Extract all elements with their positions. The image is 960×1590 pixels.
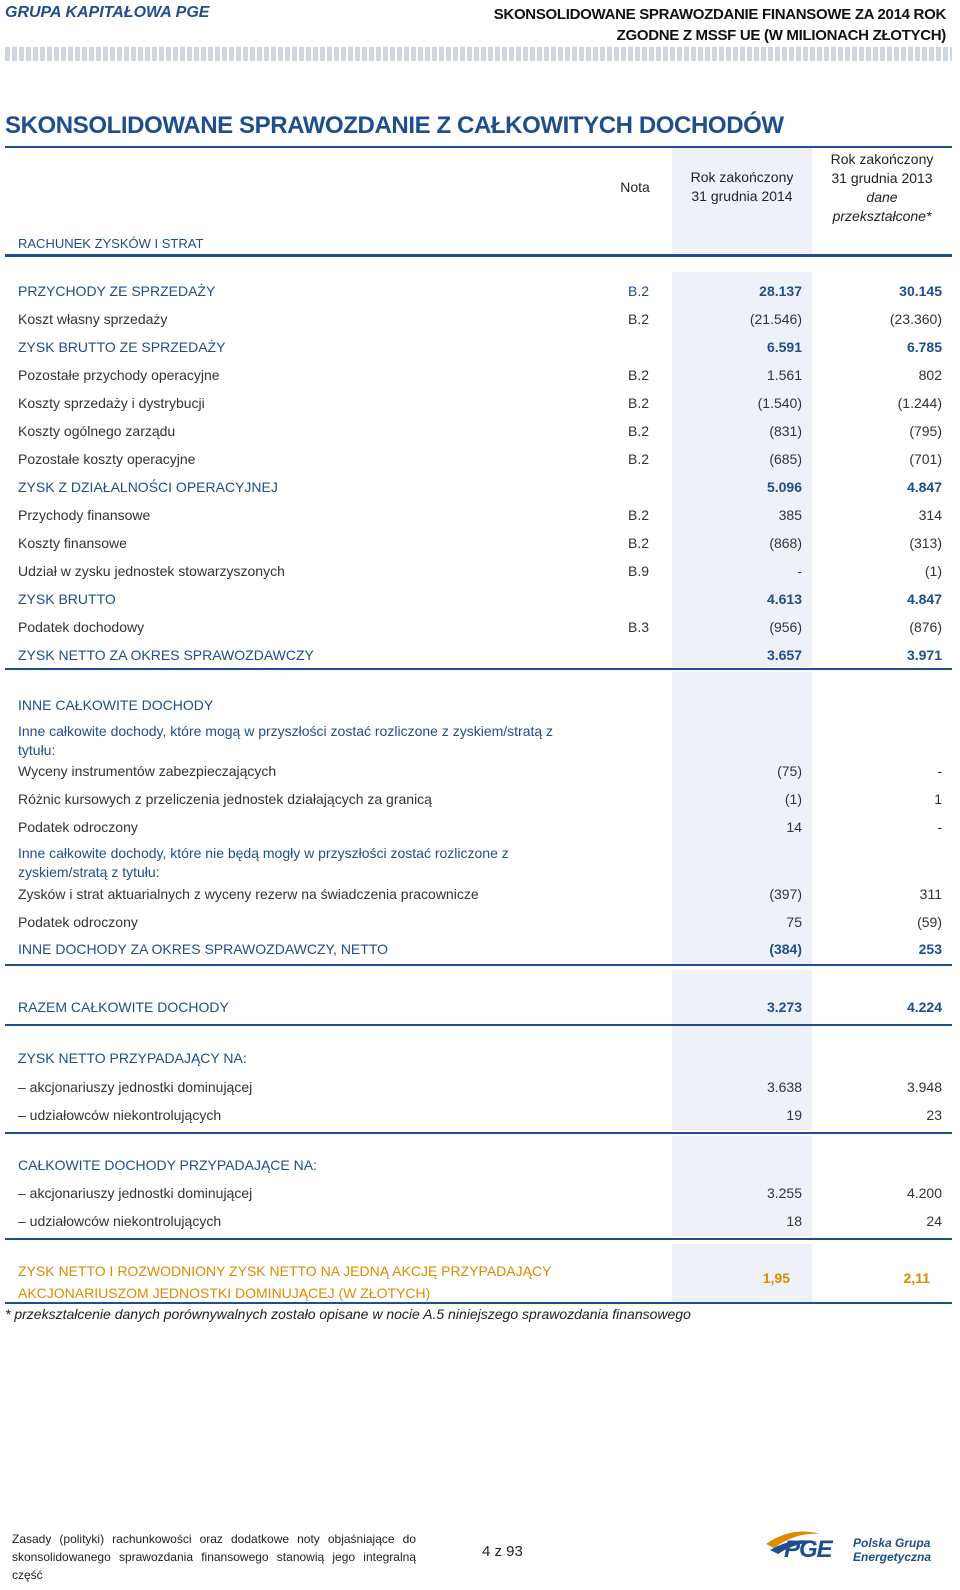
page-title: SKONSOLIDOWANE SPRAWOZDANIE Z CAŁKOWITYCH DOCHODÓW: [5, 112, 784, 139]
income-label: Koszty finansowe: [18, 535, 127, 551]
eps-label-line1: ZYSK NETTO I ROZWODNIONY ZYSK NETTO NA JEDNĄ AKCJĘ PRZYPADAJĄCY: [18, 1263, 552, 1279]
income-value-2013: 4.847: [906, 591, 942, 607]
income-value-2013: (313): [909, 535, 942, 551]
oci-item-value-2014: (397): [769, 886, 802, 902]
eps-label: [18, 1260, 551, 1304]
ci-attr-bottom-rule: [5, 1238, 952, 1240]
pge-logo-wordmark: PGE: [784, 1536, 832, 1563]
income-value-2014: 3.657: [766, 647, 802, 663]
pge-logo-name-line2: Energetyczna: [853, 1550, 932, 1564]
oci-item-row: [18, 816, 952, 840]
page-number: 4 z 93: [482, 1543, 523, 1560]
oci-item-value-2013: -: [937, 763, 942, 779]
net-attr-heading: ZYSK NETTO PRZYPADAJĄCY NA:: [18, 1050, 247, 1066]
income-value-2014: 4.613: [766, 591, 802, 607]
total-income-row: [18, 996, 952, 1020]
ci-attr-item-row: [18, 1210, 952, 1234]
income-nota: B.2: [628, 367, 650, 383]
income-row: [18, 308, 952, 332]
oci-item-row: [18, 883, 952, 907]
income-value-2014: (868): [769, 535, 802, 551]
group-name: GRUPA KAPITAŁOWA PGE: [5, 4, 210, 21]
column-header-2013-line4: przekształcone*: [832, 208, 932, 224]
income-label: Pozostałe koszty operacyjne: [18, 451, 196, 467]
oci-item-label: Różnic kursowych z przeliczenia jednostek działających za granicą: [18, 791, 432, 807]
income-label: ZYSK BRUTTO ZE SPRZEDAŻY: [18, 339, 226, 355]
oci-item-value-2014: (75): [777, 763, 802, 779]
column-header-2014-line1: Rok zakończony: [690, 169, 794, 185]
income-value-2014: (956): [769, 619, 802, 635]
total-income-2013: 4.224: [906, 999, 942, 1015]
column-header-nota: Nota: [620, 179, 650, 195]
income-value-2014: -: [797, 563, 802, 579]
income-value-2013: (23.360): [889, 311, 942, 327]
income-value-2013: 314: [918, 507, 942, 523]
income-label: Pozostałe przychody operacyjne: [18, 367, 220, 383]
income-row: [18, 420, 952, 444]
oci-sub2: Inne całkowite dochody, które nie będą mogły w przyszłości zostać rozliczone z zyskiem/stratą z tytułu:: [18, 845, 509, 880]
income-nota: B.2: [628, 423, 650, 439]
document-header-line2: ZGODNE Z MSSF UE (W MILIONACH ZŁOTYCH): [616, 27, 946, 44]
oci-item-label: Podatek odroczony: [18, 914, 138, 930]
oci-total-row: [18, 938, 952, 962]
income-nota: B.2: [628, 395, 650, 411]
header-rule: [5, 254, 952, 257]
income-value-2013: 3.971: [906, 647, 942, 663]
oci-item-row: [18, 760, 952, 784]
eps-bottom-rule: [5, 1302, 952, 1304]
oci-item-value-2014: (1): [784, 791, 802, 807]
ci-attr-item-value-2013: 24: [926, 1213, 942, 1229]
income-value-2014: (831): [769, 423, 802, 439]
column-header-2014-line2: 31 grudnia 2014: [691, 188, 793, 204]
oci-item-row: [18, 788, 952, 812]
oci-heading: INNE CAŁKOWITE DOCHODY: [18, 697, 214, 713]
income-nota: B.2: [628, 507, 650, 523]
income-value-2013: 6.785: [906, 339, 942, 355]
income-row: [18, 336, 952, 360]
income-value-2014: 385: [778, 507, 802, 523]
income-value-2013: (1): [924, 563, 942, 579]
oci-total-2013: 253: [918, 941, 942, 957]
ci-attr-item-value-2014: 18: [786, 1213, 802, 1229]
ci-attr-item-value-2013: 4.200: [906, 1185, 942, 1201]
income-label: ZYSK BRUTTO: [18, 591, 116, 607]
document-header: [494, 4, 946, 46]
column-header-2013-line2: 31 grudnia 2013: [831, 170, 933, 186]
eps-label-line2: AKCJONARIUSZOM JEDNOSTKI DOMINUJĄCEJ (W ZŁOTYCH): [18, 1285, 431, 1301]
income-value-2013: (876): [909, 619, 942, 635]
net-attr-item-label: – udziałowców niekontrolujących: [18, 1107, 222, 1123]
income-value-2013: (795): [909, 423, 942, 439]
income-nota: B.2: [628, 283, 650, 299]
income-label: Koszty sprzedaży i dystrybucji: [18, 395, 205, 411]
income-row: [18, 280, 952, 304]
income-row: [18, 644, 952, 668]
oci-sub1: Inne całkowite dochody, które mogą w przyszłości zostać rozliczone z zyskiem/stratą z tytułu:: [18, 723, 554, 758]
income-row: [18, 560, 952, 584]
total-income-2014: 3.273: [766, 999, 802, 1015]
net-attr-item-value-2013: 23: [926, 1107, 942, 1123]
total-bottom-rule: [5, 1024, 952, 1026]
pge-logo: [762, 1524, 952, 1572]
oci-bottom-rule: [5, 964, 952, 966]
oci-item-row: [18, 911, 952, 935]
oci-item-label: Wyceny instrumentów zabezpieczających: [18, 763, 277, 779]
ci-attr-item-label: – akcjonariuszy jednostki dominującej: [18, 1185, 253, 1201]
net-attr-item-value-2014: 19: [786, 1107, 802, 1123]
header-hatch-divider: [5, 47, 952, 61]
income-value-2014: 5.096: [766, 479, 802, 495]
oci-total-2014: (384): [769, 941, 802, 957]
income-row: [18, 532, 952, 556]
eps-2013: 2,11: [903, 1270, 930, 1286]
income-label: Udział w zysku jednostek stowarzyszonych: [18, 563, 285, 579]
income-nota: B.2: [628, 451, 650, 467]
income-value-2013: (701): [909, 451, 942, 467]
income-label: Koszty ogólnego zarządu: [18, 423, 176, 439]
column-header-2013-line3: dane: [866, 189, 898, 205]
net-attr-item-label: – akcjonariuszy jednostki dominującej: [18, 1079, 253, 1095]
net-attr-item-value-2013: 3.948: [906, 1079, 942, 1095]
pge-logo-name-line1: Polska Grupa: [853, 1536, 931, 1550]
income-row: [18, 392, 952, 416]
column-header-2013-line1: Rok zakończony: [830, 151, 934, 167]
pge-logo-company-name: [853, 1536, 931, 1564]
income-bottom-rule: [5, 668, 952, 670]
income-value-2014: (21.546): [749, 311, 802, 327]
income-value-2013: 30.145: [899, 283, 942, 299]
income-label: PRZYCHODY ZE SPRZEDAŻY: [18, 283, 216, 299]
oci-item-value-2013: (59): [917, 914, 942, 930]
income-value-2013: 802: [918, 367, 942, 383]
eps-2014: 1,95: [762, 1270, 790, 1286]
income-row: [18, 364, 952, 388]
income-value-2014: 1.561: [766, 367, 802, 383]
income-value-2014: (685): [769, 451, 802, 467]
income-nota: B.3: [628, 619, 650, 635]
net-attr-bottom-rule: [5, 1132, 952, 1134]
income-nota: B.2: [628, 311, 650, 327]
income-value-2014: 6.591: [766, 339, 802, 355]
oci-item-label: Zysków i strat aktuarialnych z wyceny rezerw na świadczenia pracownicze: [18, 886, 479, 902]
income-label: Przychody finansowe: [18, 507, 151, 523]
document-header-line1: SKONSOLIDOWANE SPRAWOZDANIE FINANSOWE ZA 2014 ROK: [493, 6, 946, 23]
oci-item-value-2014: 14: [786, 819, 802, 835]
income-value-2014: 28.137: [759, 283, 802, 299]
income-label: Podatek dochodowy: [18, 619, 145, 635]
income-row: [18, 448, 952, 472]
oci-total-label: INNE DOCHODY ZA OKRES SPRAWOZDAWCZY, NETTO: [18, 941, 389, 957]
income-row: [18, 588, 952, 612]
income-value-2013: (1.244): [897, 395, 942, 411]
income-row: [18, 616, 952, 640]
income-label: ZYSK Z DZIAŁALNOŚCI OPERACYJNEJ: [18, 479, 278, 495]
income-row: [18, 504, 952, 528]
oci-item-label: Podatek odroczony: [18, 819, 138, 835]
income-value-2013: 4.847: [906, 479, 942, 495]
income-value-2014: (1.540): [757, 395, 802, 411]
income-row: [18, 476, 952, 500]
section-label: RACHUNEK ZYSKÓW I STRAT: [18, 236, 204, 251]
income-label: ZYSK NETTO ZA OKRES SPRAWOZDAWCZY: [18, 647, 314, 663]
oci-item-value-2013: 311: [919, 886, 942, 902]
oci-item-value-2013: 1: [934, 791, 942, 807]
restatement-note: * przekształcenie danych porównywalnych zostało opisane w nocie A.5 niniejszego sprawozdania finansowego: [5, 1306, 691, 1322]
ci-attr-item-value-2014: 3.255: [766, 1185, 802, 1201]
net-attr-item-value-2014: 3.638: [766, 1079, 802, 1095]
footer-text: Zasady (polityki) rachunkowości oraz dodatkowe noty objaśniające do skonsolidowanego sprawozdania finansowego stanowią jego integralną część: [12, 1532, 416, 1582]
net-attr-item-row: [18, 1104, 952, 1128]
income-nota: B.2: [628, 535, 650, 551]
column-header-2014: [672, 168, 812, 206]
shade-eps: [672, 1244, 812, 1304]
ci-attr-item-row: [18, 1182, 952, 1206]
oci-item-value-2014: 75: [786, 914, 802, 930]
income-label: Koszt własny sprzedaży: [18, 311, 168, 327]
ci-attr-heading: CAŁKOWITE DOCHODY PRZYPADAJĄCE NA:: [18, 1157, 317, 1173]
net-attr-item-row: [18, 1076, 952, 1100]
income-nota: B.9: [628, 563, 650, 579]
column-header-2013: [812, 150, 952, 226]
total-income-label: RAZEM CAŁKOWITE DOCHODY: [18, 999, 229, 1015]
ci-attr-item-label: – udziałowców niekontrolujących: [18, 1213, 222, 1229]
oci-item-value-2013: -: [937, 819, 942, 835]
